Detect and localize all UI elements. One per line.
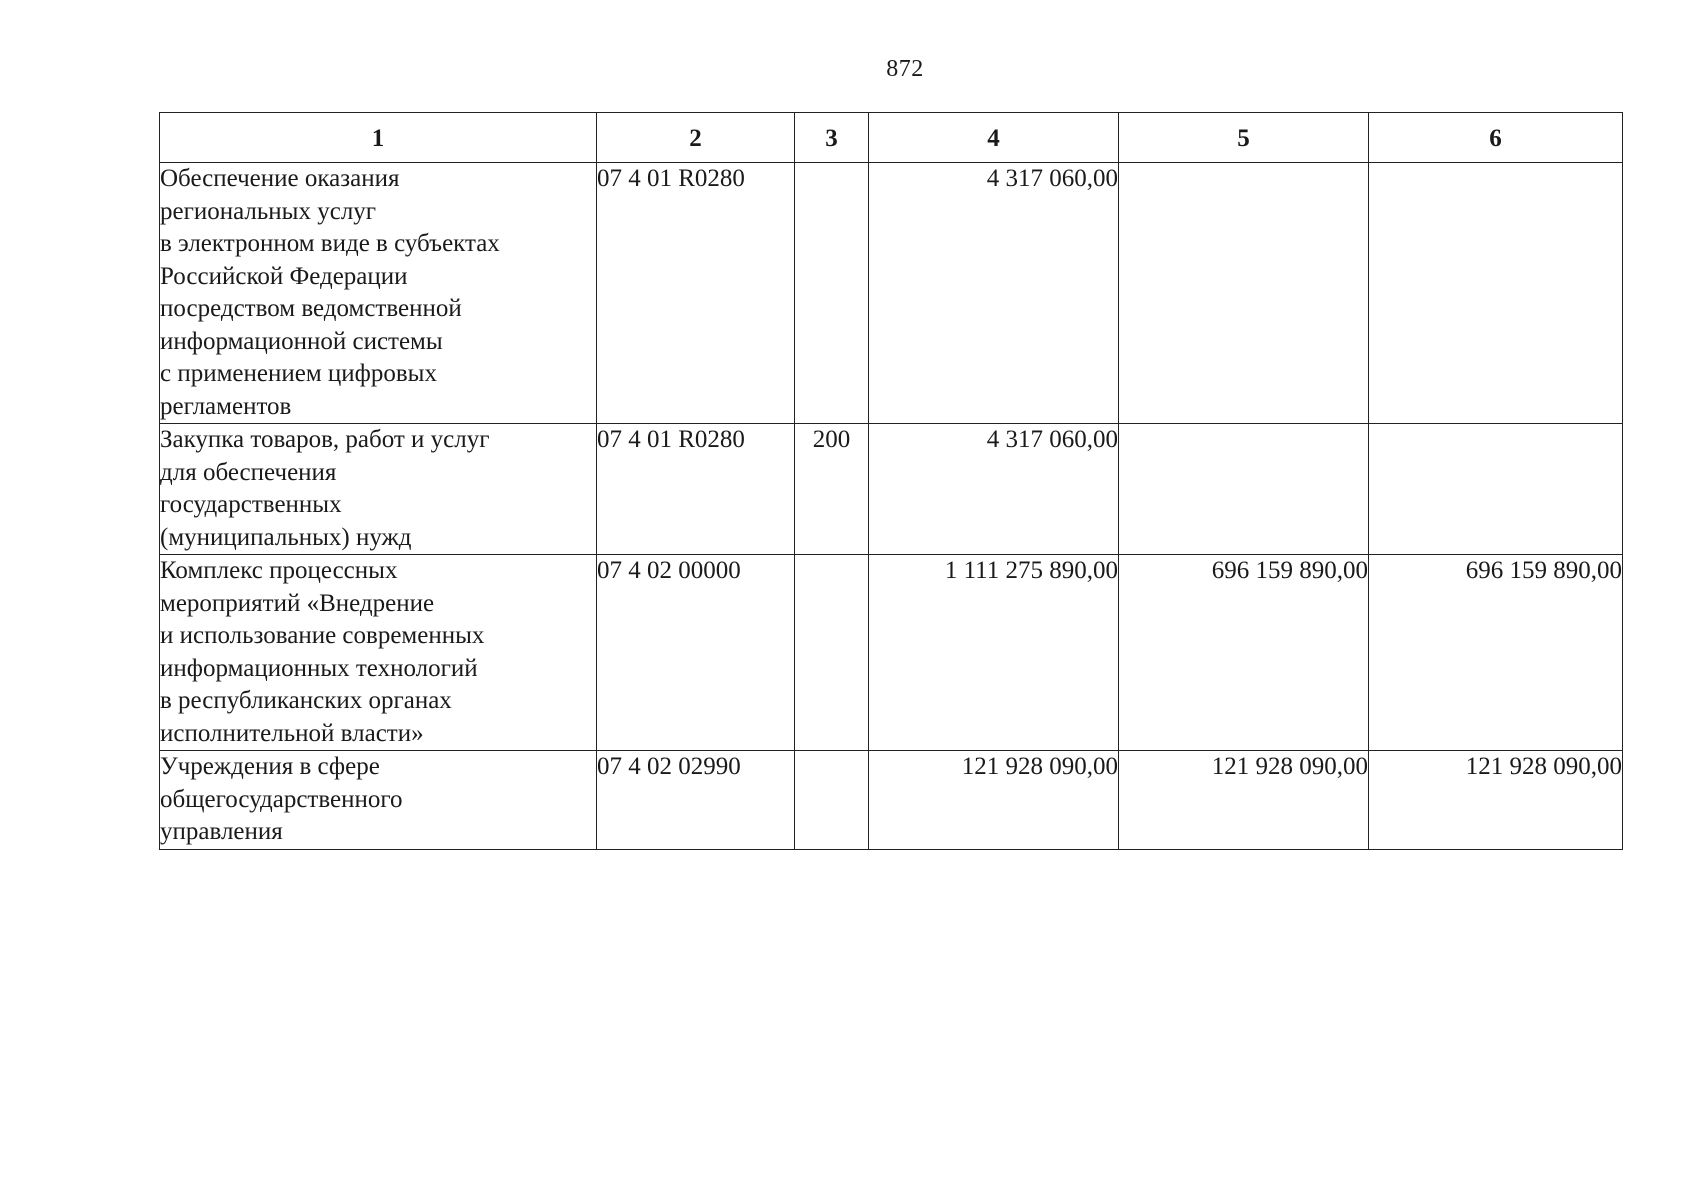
name-line: управления	[160, 818, 283, 845]
row-amount-2-cell: 121 928 090,00	[1119, 751, 1369, 850]
header-col-4: 4	[869, 113, 1119, 163]
row-amount-1-cell: 4 317 060,00	[869, 424, 1119, 555]
page-number: 872	[886, 56, 924, 82]
table-header-row	[160, 113, 1623, 163]
table-row	[160, 555, 1623, 751]
name-line: общегосударственного	[160, 785, 403, 813]
name-line: для обеспечения	[160, 458, 337, 486]
row-type-cell	[795, 751, 869, 850]
name-line: Учреждения в сфере	[160, 753, 380, 780]
row-amount-1-cell: 4 317 060,00	[869, 163, 1119, 424]
name-line: Обеспечение оказания	[160, 165, 400, 192]
row-type-cell: 200	[795, 424, 869, 555]
header-col-2: 2	[597, 113, 795, 163]
name-line: Российской Федерации	[160, 262, 408, 290]
row-type-cell	[795, 555, 869, 751]
name-line: посредством ведомственной	[160, 295, 462, 322]
name-line: информационных технологий	[160, 654, 478, 682]
row-code-cell: 07 4 02 00000	[597, 555, 795, 751]
row-code-cell: 07 4 01 R0280	[597, 424, 795, 555]
row-type-cell	[795, 163, 869, 424]
row-amount-3-cell	[1369, 163, 1623, 424]
name-line: регламентов	[160, 392, 292, 420]
header-col-1: 1	[160, 113, 597, 163]
row-amount-2-cell: 696 159 890,00	[1119, 555, 1369, 751]
row-name-cell	[160, 424, 597, 555]
name-line: исполнительной власти»	[160, 719, 424, 747]
row-amount-1-cell: 1 111 275 890,00	[869, 555, 1119, 751]
name-line: региональных услуг	[160, 197, 377, 225]
name-line: Комплекс процессных	[160, 557, 398, 584]
row-amount-2-cell	[1119, 163, 1369, 424]
name-line: и использование современных	[160, 622, 485, 649]
header-col-5: 5	[1119, 113, 1369, 163]
row-name-cell	[160, 163, 597, 424]
table-row	[160, 163, 1623, 424]
name-line: в электронном виде в субъектах	[160, 230, 500, 257]
name-line: информационной системы	[160, 327, 443, 355]
row-amount-3-cell: 696 159 890,00	[1369, 555, 1623, 751]
row-code-cell: 07 4 01 R0280	[597, 163, 795, 424]
budget-table	[159, 112, 1623, 850]
name-line: в республиканских органах	[160, 687, 452, 714]
name-line: (муниципальных) нужд	[160, 523, 412, 551]
row-name-cell	[160, 751, 597, 850]
row-name-cell	[160, 555, 597, 751]
table-row	[160, 424, 1623, 555]
row-amount-3-cell	[1369, 424, 1623, 555]
row-code-cell: 07 4 02 02990	[597, 751, 795, 850]
row-amount-3-cell: 121 928 090,00	[1369, 751, 1623, 850]
row-amount-2-cell	[1119, 424, 1369, 555]
name-line: мероприятий «Внедрение	[160, 589, 435, 617]
header-col-6: 6	[1369, 113, 1623, 163]
name-line: с применением цифровых	[160, 360, 437, 387]
name-line: государственных	[160, 491, 342, 518]
table-row	[160, 751, 1623, 850]
header-col-3: 3	[795, 113, 869, 163]
name-line: Закупка товаров, работ и услуг	[160, 426, 490, 453]
row-amount-1-cell: 121 928 090,00	[869, 751, 1119, 850]
